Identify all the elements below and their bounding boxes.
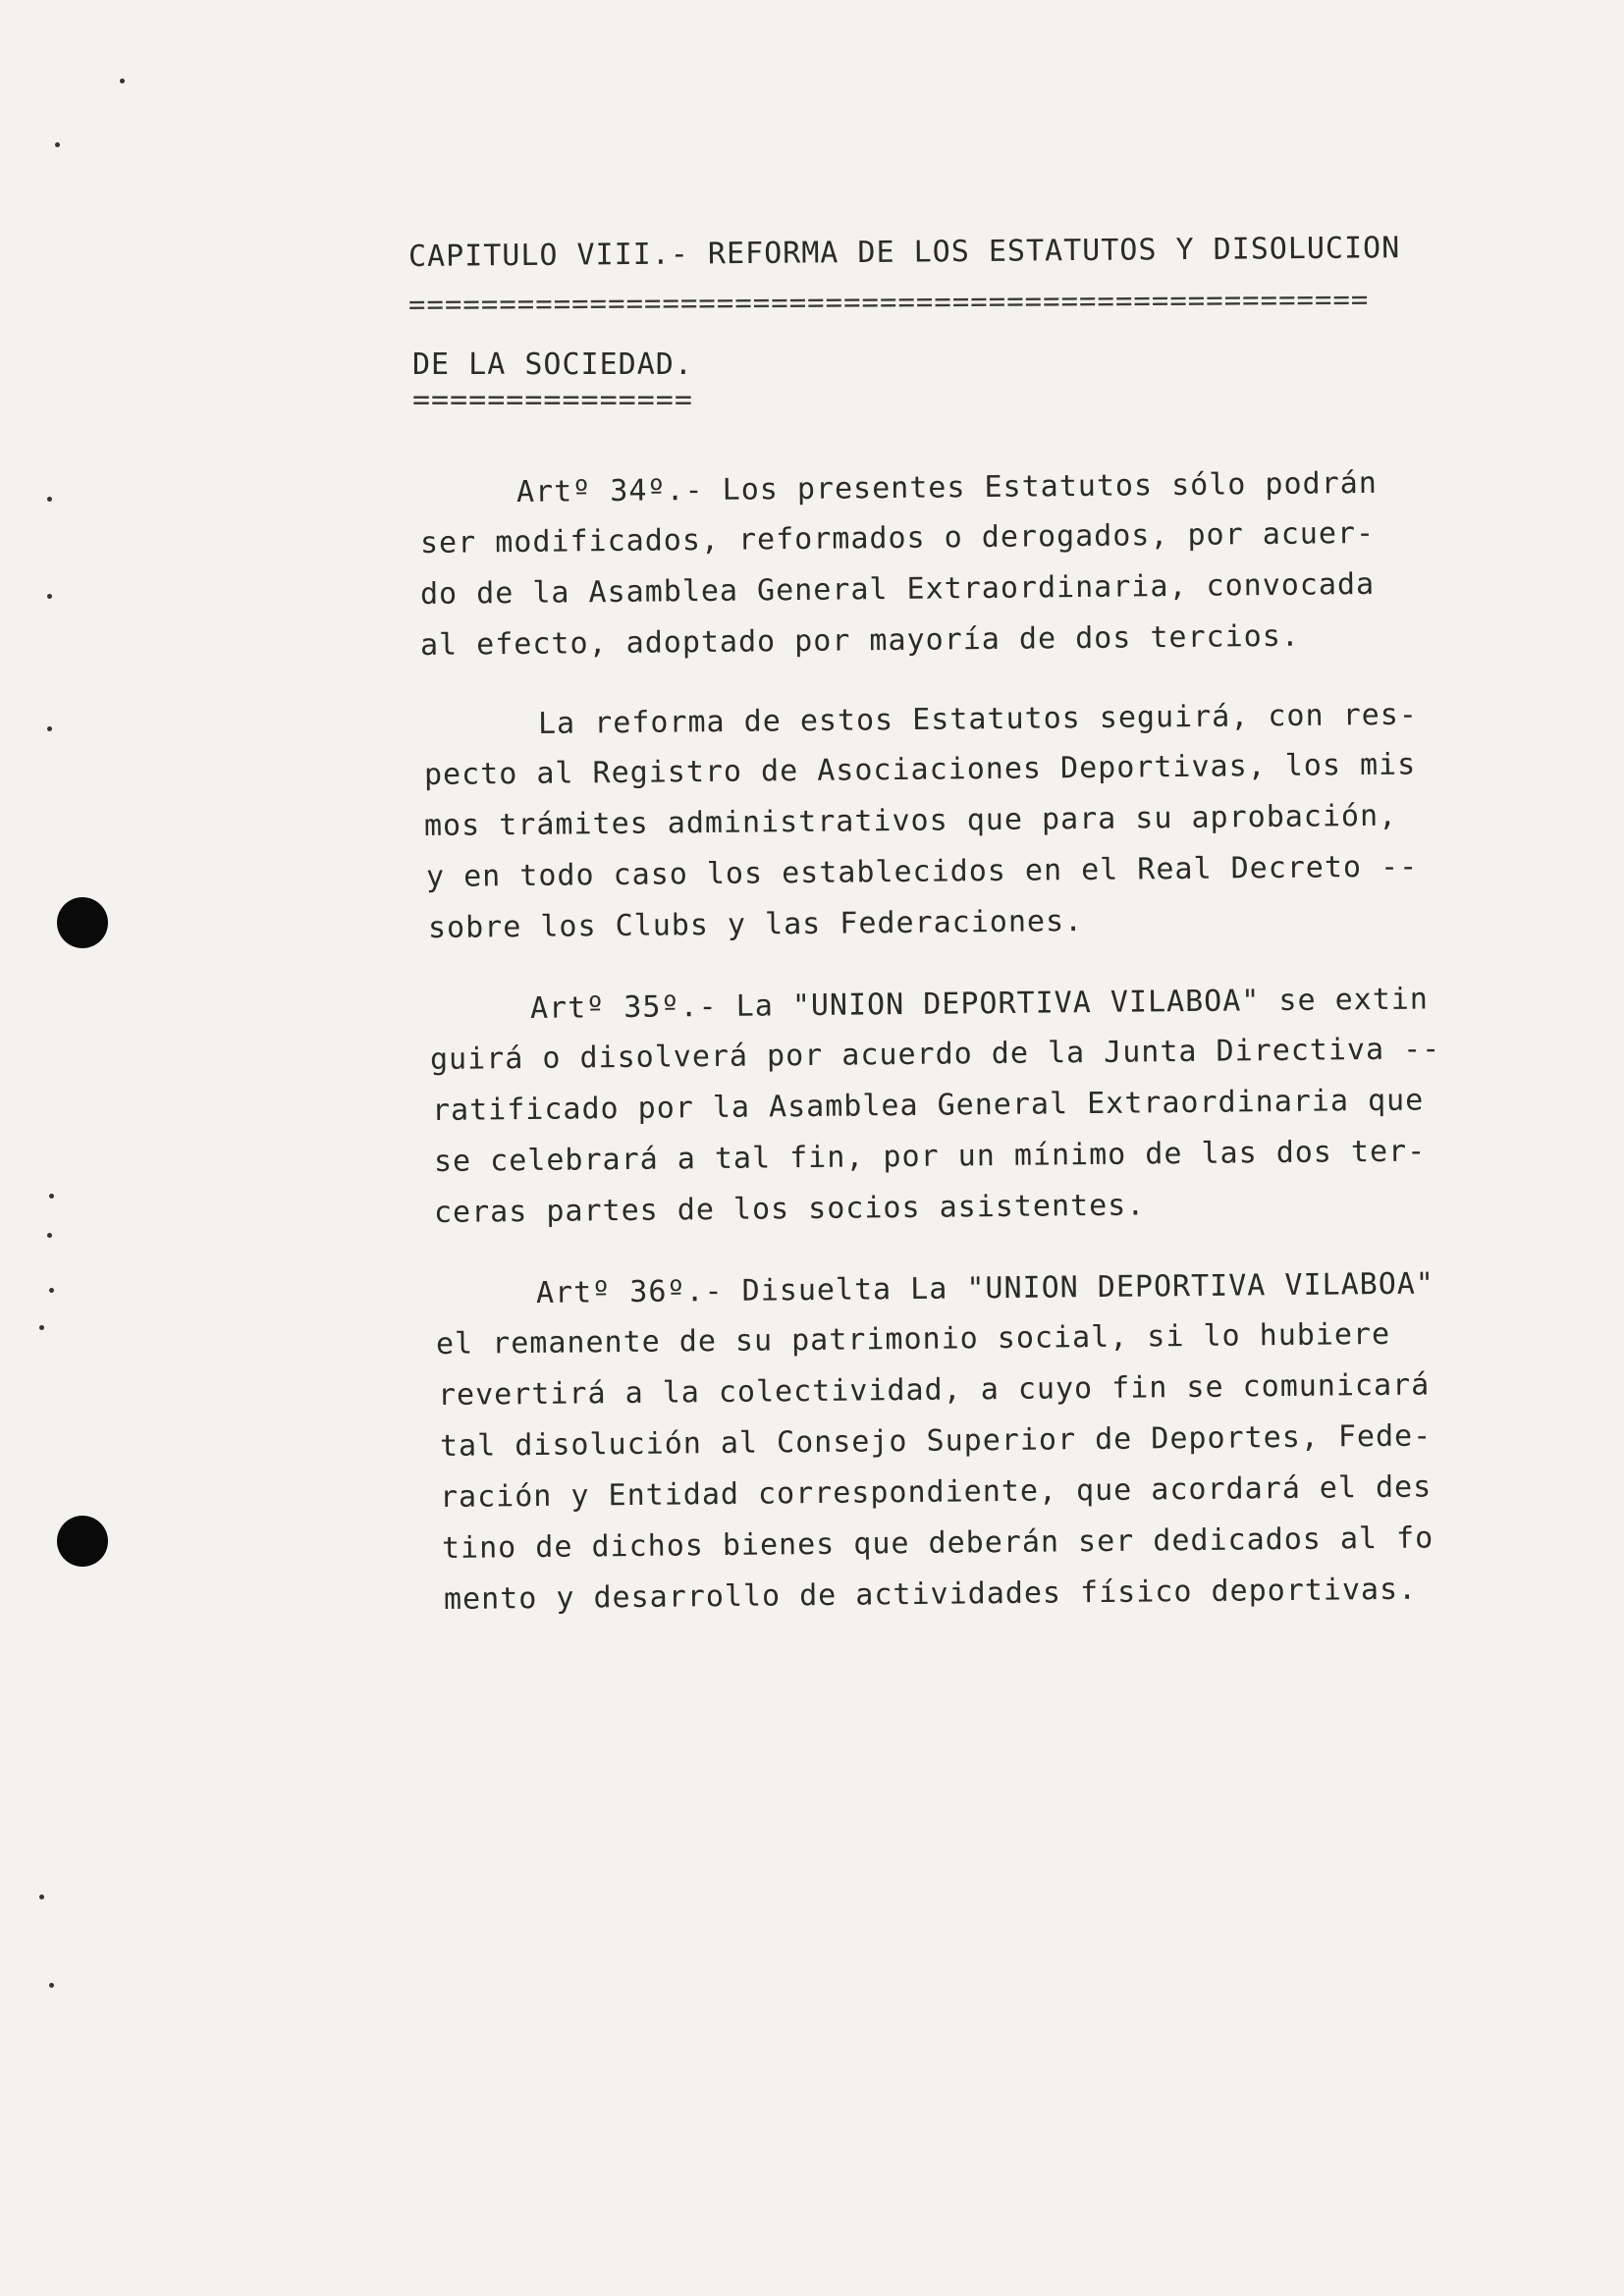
punch-hole-bottom [57,1516,108,1567]
speck [39,1325,44,1330]
art36-line6: tino de dichos bienes que deberán ser dedicados al fo [441,1521,1435,1566]
speck [120,79,125,83]
art34-p2-line3: mos trámites administrativos que para su aprobación, [423,798,1398,843]
art34-line4: al efecto, adoptado por mayoría de dos tercios. [419,618,1301,663]
art34-p2-line5: sobre los Clubs y las Federaciones. [427,904,1084,945]
speck [47,726,52,731]
speck [55,142,60,147]
art34-p2-line1: La reforma de estos Estatutos seguirá, con res- [537,697,1419,741]
art36-line4: tal disolución al Consejo Superior de Deportes, Fede- [439,1418,1433,1464]
art36-line7: mento y desarrollo de actividades físico deportivas. [443,1572,1418,1617]
art35-line3: ratificado por la Asamblea General Extraordinaria que [431,1083,1425,1128]
speck [47,594,52,599]
speck [47,497,52,502]
chapter-heading-underline1: ===================================================== [407,282,1370,321]
speck [49,1983,54,1988]
art36-line3: revertirá a la colectividad, a cuyo fin se comunicará [437,1367,1431,1413]
art36-line5: ración y Entidad correspondiente, que acordará el des [439,1469,1433,1515]
punch-hole-top [57,897,108,948]
art35-line2: guirá o disolverá por acuerdo de la Junta Directiva -- [429,1032,1441,1077]
art34-p2-line2: pecto al Registro de Asociaciones Deportivas, los mis [423,747,1417,792]
speck [39,1895,44,1899]
speck [49,1194,54,1199]
chapter-heading-line1: CAPITULO VIII.- REFORMA DE LOS ESTATUTOS Y DISOLUCION [407,231,1401,274]
art35-line5: ceras partes de los socios asistentes. [433,1188,1146,1230]
art34-line3: do de la Asamblea General Extraordinaria, convocada [419,566,1376,612]
art35-line1: Artº 35º.- La "UNION DEPORTIVA VILABOA" se extin [529,982,1430,1026]
speck [49,1288,54,1293]
art35-line4: se celebrará a tal fin, por un mínimo de las dos ter- [433,1134,1427,1179]
art36-line1: Artº 36º.- Disuelta La "UNION DEPORTIVA VILABOA" [535,1266,1435,1310]
art34-line2: ser modificados, reformados o derogados, por acuer- [419,515,1376,561]
art34-line1: Artº 34º.- Los presentes Estatutos sólo podrán [515,465,1378,509]
art36-line2: el remanente de su patrimonio social, si lo hubiere [435,1316,1391,1362]
art34-p2-line4: y en todo caso los establecidos en el Real Decreto -- [425,849,1419,894]
chapter-heading-line2: DE LA SOCIEDAD. [412,347,693,382]
speck [47,1233,52,1238]
chapter-heading-underline2: =============== [412,383,693,417]
